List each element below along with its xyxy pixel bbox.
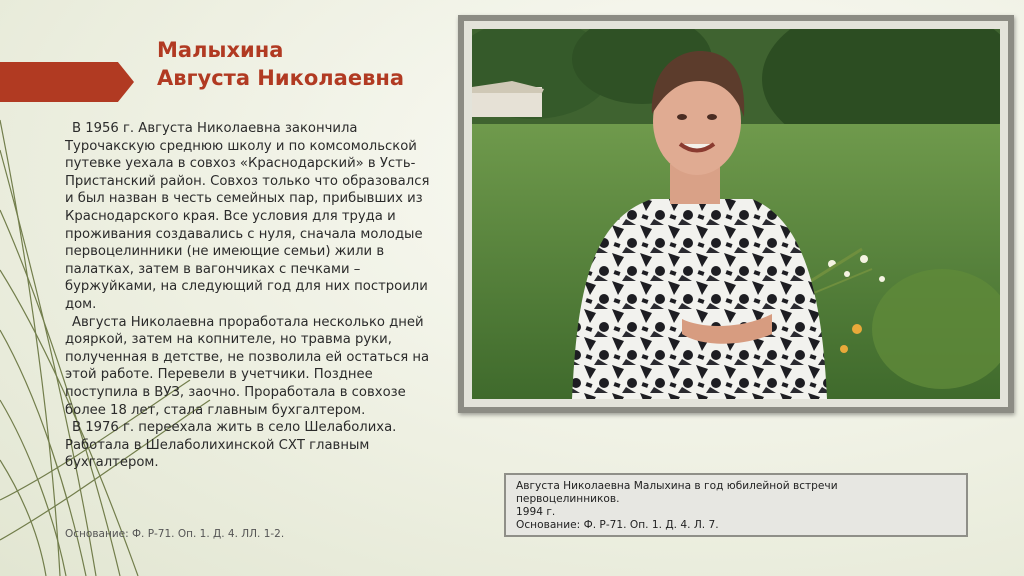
caption-line-2: первоцелинников. [516,493,620,505]
source-reference: Основание: Ф. Р-71. Оп. 1. Д. 4. ЛЛ. 1-2. [65,528,285,540]
title-accent-arrow [0,62,134,102]
caption-source: Основание: Ф. Р-71. Оп. 1. Д. 4. Л. 7. [516,519,719,531]
portrait-photo-illustration [472,29,1000,399]
biography-paragraph-1: В 1956 г. Августа Николаевна закончила Турочакскую среднюю школу и по комсомольской путевке уехала в совхоз «Краснодарский» в Усть-Пристанский район. Совхоз только что образовался и был назван в честь семейных пар, прибывших из Краснодарского края. Все условия для труда и проживания создавались с нуля, сначала молодые первоцелинники (не имеющие семьи) жили в палатках, затем в вагончиках с печками – буржуйками, на следующий год для них построили дом. [65,121,430,312]
caption-year: 1994 г. [516,506,556,518]
biography-paragraph-2: Августа Николаевна проработала несколько дней дояркой, затем на копнителе, но травма руки, полученная в детстве, не позволила ей остаться на этой работе. Перевели в учетчики. Позднее поступила в ВУЗ, заочно. Проработала в совхозе более 18 лет, стала главным бухгалтером. [65,314,430,418]
caption-line-1: Августа Николаевна Малыхина в год юбилейной встречи [516,480,838,492]
title-line-1: Малыхина [157,38,284,62]
page-title [157,36,404,92]
portrait-photo [472,29,1000,399]
biography-paragraph-3: В 1976 г. переехала жить в село Шелаболиха. Работала в Шелаболихинской СХТ главным бухгалтером. [65,420,397,471]
biography-text [65,120,435,472]
photo-frame [458,15,1014,413]
photo-caption [504,473,968,537]
title-line-2: Августа Николаевна [157,66,405,90]
